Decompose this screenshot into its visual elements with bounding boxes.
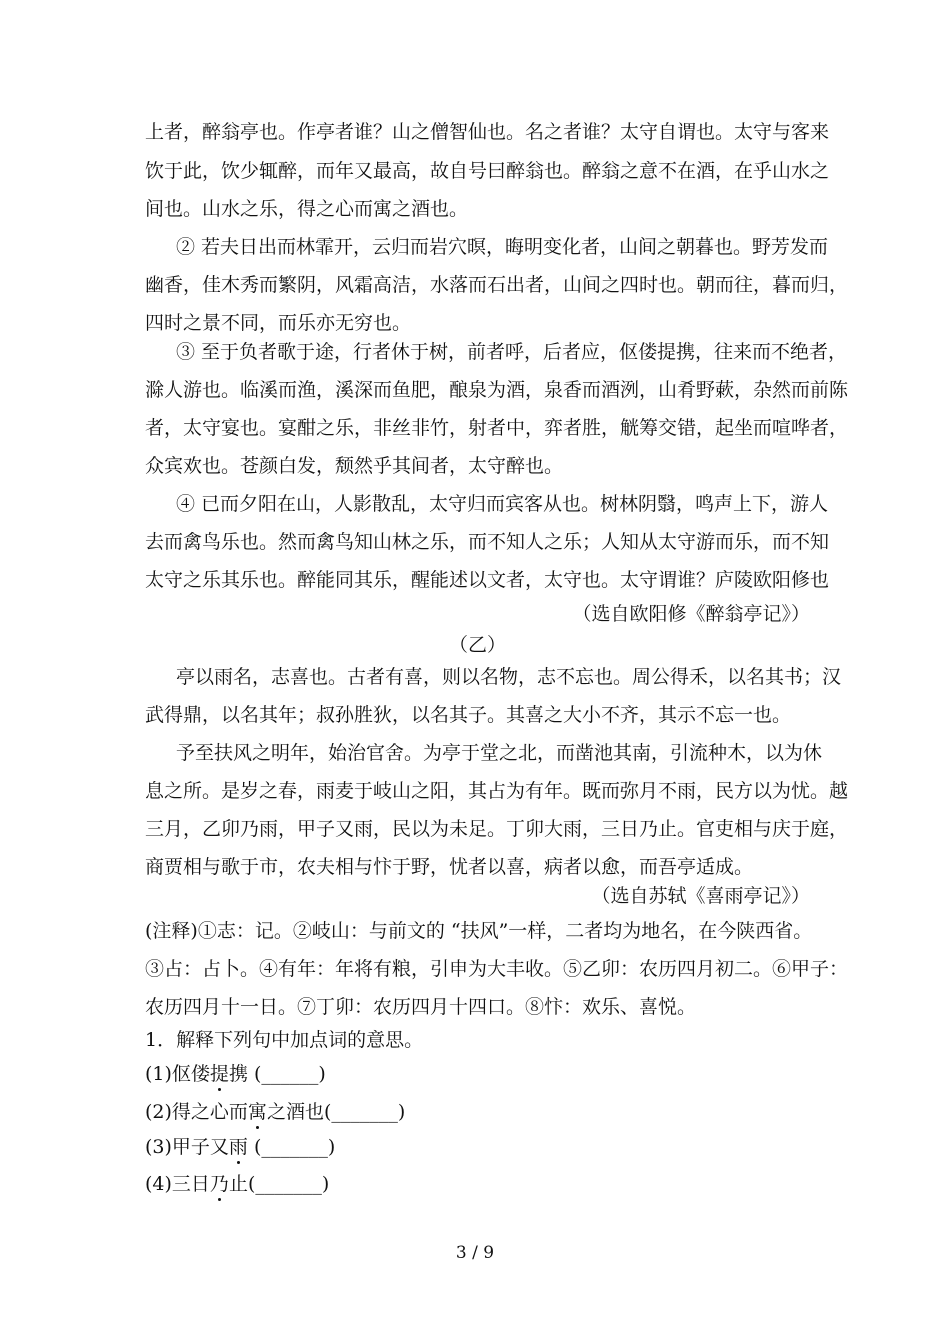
- passage-jia-line: 间也。山水之乐，得之心而寓之酒也。: [145, 198, 469, 220]
- dotted-char: 乃: [209, 1173, 229, 1195]
- notes-line: (注释)①志：记。②岐山：与前文的 “扶风”一样，二者均为地名，在今陕西省。: [145, 920, 813, 942]
- question-item-text: (3)甲子又: [145, 1136, 229, 1158]
- notes-line: ③占：占卜。④有年：年将有粮，引申为大丰收。⑤乙卯：农历四月初二。⑥甲子：: [145, 958, 849, 980]
- question-item-text: 止: [228, 1173, 248, 1195]
- question-item-text: (4)三日: [145, 1173, 210, 1195]
- question-item-text: (1)伛偻: [145, 1063, 210, 1085]
- dotted-char: 提: [209, 1063, 229, 1085]
- passage-yi-line: 予至扶风之明年，始治官舍。为亭于堂之北，而凿池其南，引流种木，以为休: [176, 742, 823, 764]
- passage-yi-source: （选自苏轼《喜雨亭记》）: [591, 885, 810, 907]
- dotted-char: 寓: [247, 1101, 267, 1123]
- passage-jia-line: 饮于此，饮少辄醉，而年又最高，故自号曰醉翁也。醉翁之意不在酒，在乎山水之: [145, 160, 830, 182]
- passage-jia-line: 去而禽鸟乐也。然而禽鸟知山林之乐，而不知人之乐；人知从太守游而乐，而不知: [145, 531, 830, 553]
- passage-jia-line: 四时之景不同，而乐亦无穷也。: [145, 312, 412, 334]
- question-item: [145, 1172, 810, 1196]
- passage-jia-line: ③ 至于负者歌于途，行者休于树，前者呼，后者应，伛偻提携，往来而不绝者，: [176, 341, 848, 363]
- answer-blank[interactable]: (_______): [253, 1136, 336, 1158]
- passage-yi-heading: （乙）: [448, 634, 506, 656]
- notes-line: 农历四月十一日。⑦丁卯：农历四月十四口。⑧忭：欢乐、喜悦。: [145, 996, 697, 1018]
- passage-jia-line: 太守之乐其乐也。醉能同其乐，醒能述以文者，太守也。太守谓谁？庐陵欧阳修也: [145, 569, 830, 591]
- passage-jia-line: 滁人游也。临溪而渔，溪深而鱼肥，酿泉为酒，泉香而酒洌，山肴野蔌，杂然而前陈: [145, 379, 849, 401]
- passage-jia-line: ② 若夫日出而林霏开，云归而岩穴暝，晦明变化者，山间之朝暮也。野芳发而: [176, 236, 829, 258]
- passage-yi-line: 三月，乙卯乃雨，甲子又雨，民以为未足。丁卯大雨，三日乃止。官吏相与庆于庭，: [145, 818, 849, 840]
- question-item: [145, 1062, 810, 1086]
- passage-jia-source: （选自欧阳修《醉翁亭记》）: [572, 603, 810, 625]
- answer-blank[interactable]: (_______): [323, 1101, 406, 1123]
- question-item: [145, 1135, 810, 1159]
- passage-jia-line: 幽香，佳木秀而繁阴，风霜高洁，水落而石出者，山间之四时也。朝而往，暮而归，: [145, 274, 849, 296]
- passage-jia-line: 众宾欢也。苍颜白发，颓然乎其间者，太守醉也。: [145, 455, 564, 477]
- question-item-text: 携: [228, 1063, 254, 1085]
- passage-jia-line: 者，太守宴也。宴酣之乐，非丝非竹，射者中，弈者胜，觥筹交错，起坐而喧哗者，: [145, 417, 849, 439]
- question-item-text: 之酒也: [266, 1101, 324, 1123]
- question-item-text: (2)得之心而: [145, 1101, 248, 1123]
- answer-blank[interactable]: (_______): [247, 1173, 330, 1195]
- question-title: 1．解释下列句中加点词的意思。: [145, 1029, 424, 1051]
- dotted-char: 雨: [228, 1136, 248, 1158]
- page-number: 3 / 9: [455, 1243, 495, 1263]
- passage-jia-line: ④ 已而夕阳在山，人影散乱，太守归而宾客从也。树林阴翳，鸣声上下，游人: [176, 493, 829, 515]
- passage-yi-line: 武得鼎，以名其年；叔孙胜狄，以名其子。其喜之大小不齐，其示不忘一也。: [145, 704, 792, 726]
- passage-yi-line: 商贾相与歌于市，农夫相与忭于野，忧者以喜，病者以愈，而吾亭适成。: [145, 856, 754, 878]
- passage-yi-line: 亭以雨名，志喜也。古者有喜，则以名物，志不忘也。周公得禾，以名其书；汉: [176, 666, 842, 688]
- passage-jia-line: 上者，醉翁亭也。作亭者谁？山之僧智仙也。名之者谁？太守自谓也。太守与客来: [145, 121, 830, 143]
- answer-blank[interactable]: (______): [253, 1063, 326, 1085]
- passage-yi-line: 息之所。是岁之春，雨麦于岐山之阳，其占为有年。既而弥月不雨，民方以为忧。越: [145, 780, 849, 802]
- question-item: [145, 1100, 810, 1124]
